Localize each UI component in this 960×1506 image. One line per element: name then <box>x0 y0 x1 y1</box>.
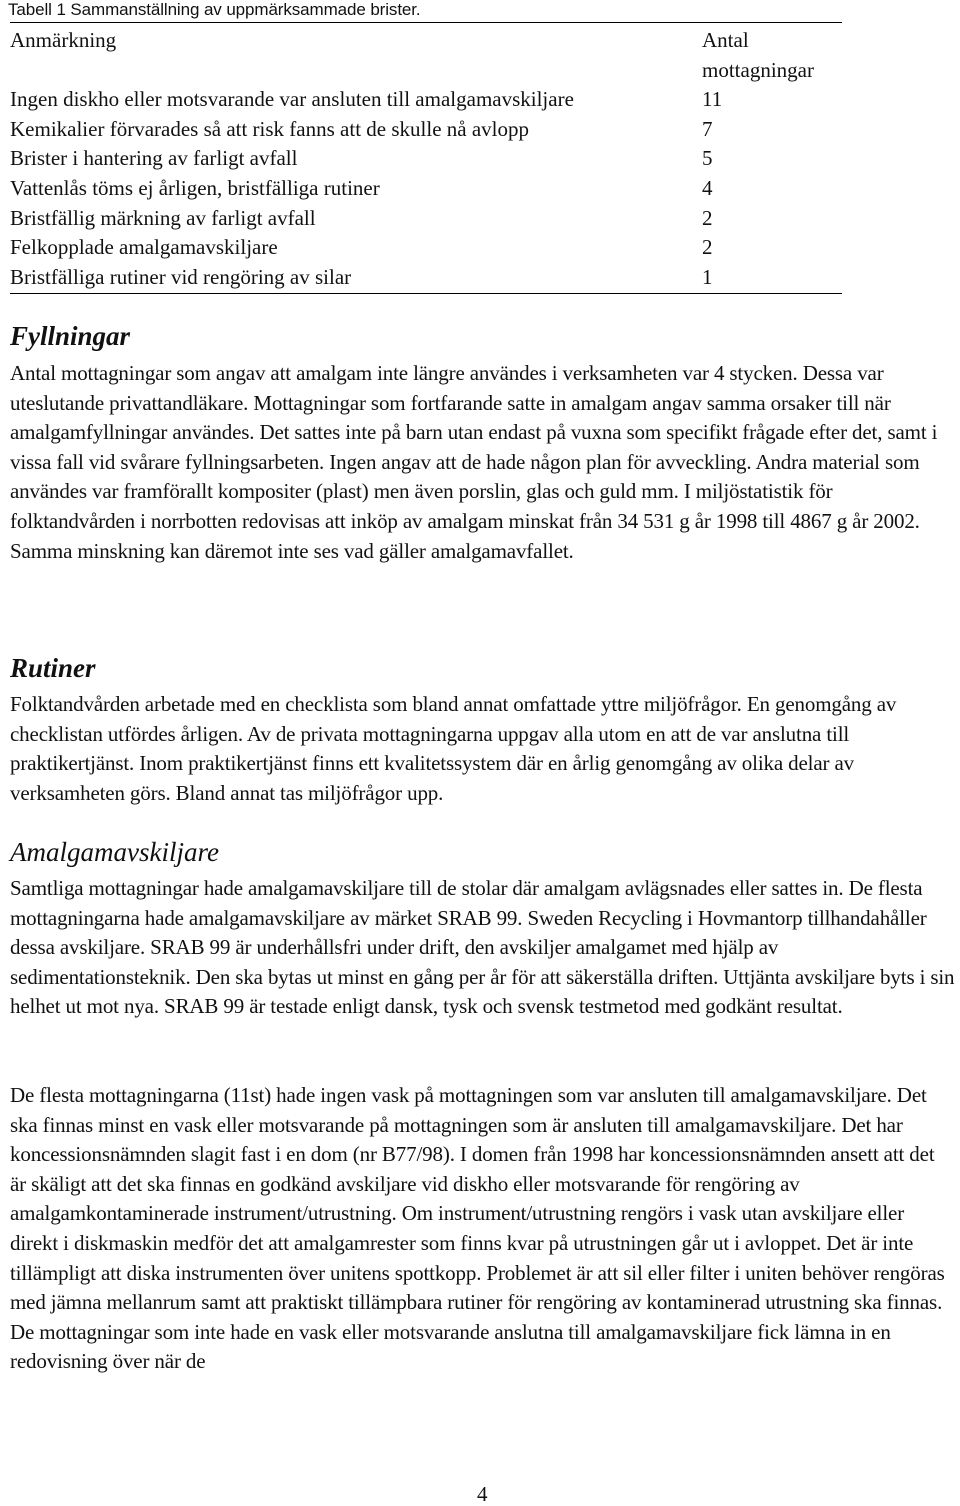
table-row <box>10 204 842 234</box>
deficiency-table <box>10 22 842 294</box>
table-body <box>10 85 842 293</box>
row-note: Kemikalier förvarades så att risk fanns att de skulle nå avlopp <box>10 116 529 141</box>
table-row <box>10 174 842 204</box>
row-note: Vattenlås töms ej årligen, bristfälliga rutiner <box>10 176 380 201</box>
row-count: 1 <box>702 265 713 290</box>
header-note: Anmärkning <box>10 28 117 52</box>
heading-fyllningar: Fyllningar <box>10 321 131 351</box>
paragraph-fyllningar: Antal mottagningar som angav att amalgam inte längre användes i verksamheten var 4 stycken. Dessa var uteslutande privattandläkare. Mottagningar som fortfarande satte in amalgam angav samma orsaker till när amalgamfyllningar användes. Det sattes inte på barn utan endast på vuxna som specifikt frågade efter det, samt i vissa fall vid svårare fyllningsarbeten. Ingen angav att de hade någon plan för avveckling. Andra material som användes var framförallt kompositer (plast) men även porslin, glas och guld mm. I miljöstatistik för folktandvården i norrbotten redovisas att inköp av amalgam minskat från 34 531 g år 1998 till 4867 g år 2002. Samma minskning kan däremot inte ses vad gäller amalgamavfallet. <box>10 361 938 563</box>
row-count: 2 <box>702 205 713 230</box>
heading-amalgamavskiljare: Amalgamavskiljare <box>10 837 219 867</box>
row-note: Bristfälliga rutiner vid rengöring av silar <box>10 265 352 290</box>
row-count: 5 <box>702 146 713 171</box>
table-header <box>10 23 842 85</box>
header-count <box>702 25 842 85</box>
paragraph-amalgamavskiljare-1: Samtliga mottagningar hade amalgamavskiljare till de stolar där amalgam avlägsnades eller sattes in. De flesta mottagningarna hade amalgamavskiljare av märket SRAB 99. Sweden Recycling i Hovmantorp tillhandahåller dessa avskiljare. SRAB 99 är underhållsfri under drift, den avskiljer amalgamet med hjälp av sedimentationsteknik. Den ska bytas ut minst en gång per år för att säkerställa driften. Uttjänta avskiljare byts i sin helhet ut mot nya. SRAB 99 är testade enligt dansk, tysk och svensk testmetod med godkänt resultat. <box>10 876 955 1019</box>
table-caption: Tabell 1 Sammanställning av uppmärksammade brister. <box>8 0 421 19</box>
header-count-text: Antal mottagningar <box>702 28 814 82</box>
paragraph-rutiner: Folktandvården arbetade med en checklista som bland annat omfattade yttre miljöfrågor. En genomgång av checklistan utfördes årligen. Av de privata mottagningarna uppgav alla utom en att de var anslutna till praktikertjänst. Inom praktikertjänst finns ett kvalitetssystem där en årlig genomgång av olika delar av verksamheten görs. Bland annat tas miljöfrågor upp. <box>10 692 897 805</box>
table-row <box>10 144 842 174</box>
page-number: 4 <box>477 1482 488 1506</box>
row-note: Ingen diskho eller motsvarande var ansluten till amalgamavskiljare <box>10 87 574 111</box>
table-row <box>10 115 842 145</box>
row-note: Bristfällig märkning av farligt avfall <box>10 205 316 230</box>
paragraph-amalgamavskiljare-2: De flesta mottagningarna (11st) hade ingen vask på mottagningen som var ansluten till amalgamavskiljare. Det ska finnas minst en vask eller motsvarande på mottagningen som är ansluten till amalgamavskiljare. Det har koncessionsnämnden slagit fast i en dom (nr B77/98). I domen från 1998 har koncessionsnämnden ansett att det är skäligt att det ska finnas en godkänd avskiljare vid diskho eller motsvarande för rengöring av amalgamkontaminerade instrument/utrustning. Om instrument/utrustning rengörs i vask utan avskiljare eller direkt i diskmaskin medför det att amalgamrester som finns kvar på utrustningen går ut i avloppet. Det är inte tillämpligt att diska instrumenten över unitens spottkopp. Problemet är att sil eller filter i uniten behöver rengöras med jämna mellanrum samt att praktiskt tillämpbara rutiner för rengöring av kontaminerad utrustning ska finnas. De mottagningar som inte hade en vask eller motsvarande anslutna till amalgamavskiljare fick lämna in en redovisning över när de <box>10 1083 945 1374</box>
row-count: 4 <box>702 176 713 201</box>
row-note: Felkopplade amalgamavskiljare <box>10 235 278 260</box>
table-row <box>10 263 842 293</box>
row-count: 2 <box>702 235 713 260</box>
table-row <box>10 85 842 115</box>
row-count: 11 <box>702 87 723 111</box>
heading-rutiner: Rutiner <box>10 653 96 683</box>
row-count: 7 <box>702 116 713 141</box>
row-note: Brister i hantering av farligt avfall <box>10 146 298 171</box>
table-row <box>10 233 842 263</box>
